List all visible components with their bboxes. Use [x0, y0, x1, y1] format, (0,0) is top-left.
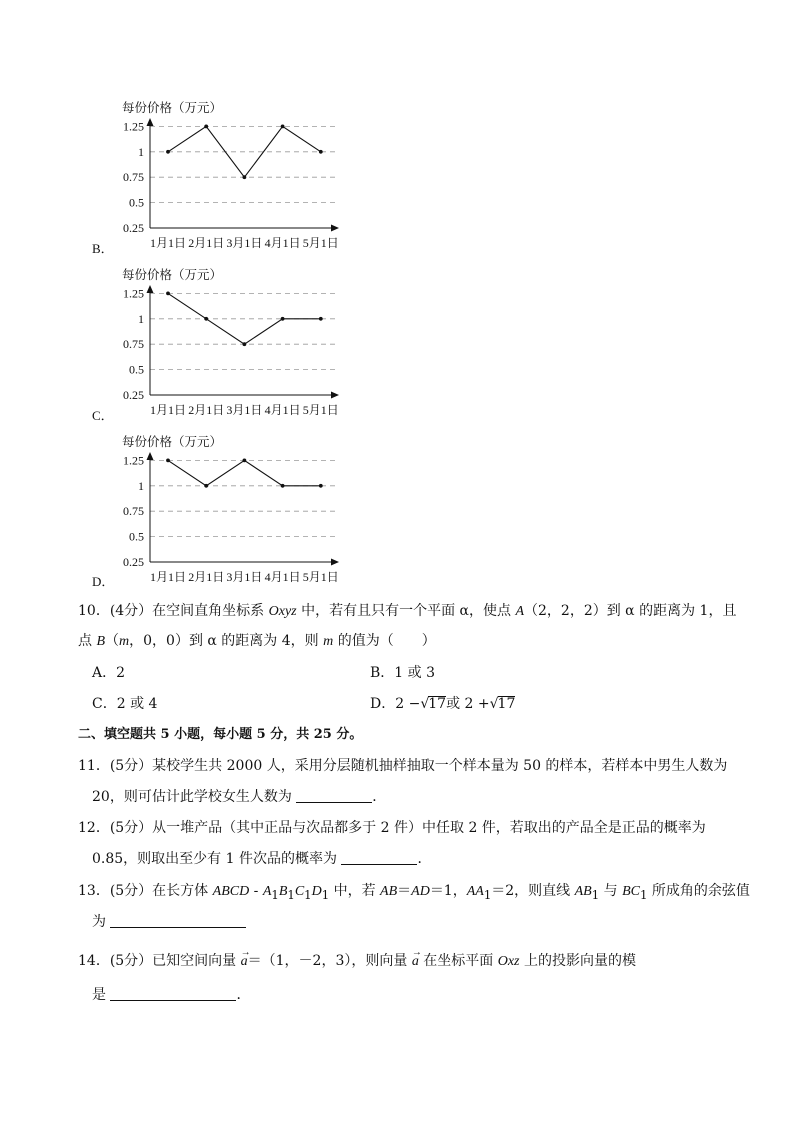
q13-math: ABCD	[212, 884, 250, 899]
data-point	[281, 484, 285, 488]
q13-text: 为	[92, 914, 106, 930]
q13-sub: 1	[271, 887, 279, 902]
q13-math: AA	[466, 884, 484, 899]
vector-arrow-icon: →	[240, 947, 251, 958]
q14-math: Oxz	[497, 954, 520, 969]
y-tick-label: 1	[138, 478, 144, 493]
y-tick-label: 0.25	[123, 555, 144, 569]
q10-oxyz: Oxyz	[268, 604, 297, 619]
q13-text: 13．(5分）在长方体	[78, 883, 213, 899]
x-tick-label: 1月1日	[149, 403, 187, 417]
x-tick-label: 3月1日	[226, 236, 263, 250]
q12-line1: 12．(5分）从一堆产品（其中正品与次品都多于 2 件）中任取 2 件，若取出的产品全是正品的概率为	[78, 820, 706, 836]
q12-end: ．	[417, 851, 432, 867]
x-tick-label: 4月1日	[264, 236, 301, 250]
y-tick-label: 0.75	[123, 170, 144, 185]
line-chart-c	[88, 263, 348, 423]
x-tick-label: 2月1日	[188, 570, 225, 584]
q14-text: ＝（1，－2，3），则向量	[247, 953, 412, 969]
q10-text: 中，若有且只有一个平面 α，使点	[296, 603, 516, 619]
x-axis-arrow-icon	[331, 559, 339, 566]
q13-math: AB	[380, 884, 398, 899]
section-heading: 二、填空题共 5 小题，每小题 5 分，共 25 分。	[78, 727, 363, 742]
y-tick-label: 1.25	[123, 453, 144, 468]
x-tick-label: 5月1日	[302, 236, 339, 250]
data-point	[166, 150, 170, 154]
answer-blank[interactable]	[110, 913, 246, 928]
y-axis-arrow-icon	[147, 452, 154, 460]
q13-text: ＝2，则直线	[491, 883, 575, 899]
y-tick-label: 1	[138, 144, 144, 159]
q14-text: 14．(5分）已知空间向量	[78, 953, 241, 969]
q13-math: A	[262, 884, 272, 899]
vector-a	[411, 947, 422, 972]
q13-text: 所成角的余弦值	[647, 883, 750, 899]
q12-text: 0.85，则取出至少有 1 件次品的概率为	[92, 851, 337, 867]
q10-d-radicand: 17	[497, 696, 516, 712]
x-tick-label: 4月1日	[264, 570, 301, 584]
data-point	[319, 484, 323, 488]
y-axis-label: 每份价格（万元）	[122, 268, 223, 282]
x-tick-label: 3月1日	[226, 570, 263, 584]
q11-line1: 11．(5分）某校学生共 2000 人，采用分层随机抽样抽取一个样本量为 50 的样本，若样本中男生人数为	[78, 758, 728, 774]
q10-text: ，0，0）到 α 的距离为 4，则	[129, 633, 324, 649]
answer-blank[interactable]	[110, 986, 236, 1001]
data-point	[204, 317, 208, 321]
q13-math: D	[311, 884, 322, 899]
q10-m: m	[323, 634, 334, 649]
q13-sub: 1	[483, 887, 492, 902]
q10-text: 的值为（ ）	[333, 633, 436, 649]
y-tick-label: 0.5	[129, 195, 144, 210]
q13-text: ＝	[397, 883, 412, 899]
answer-blank[interactable]	[341, 850, 417, 865]
x-tick-label: 5月1日	[302, 403, 339, 417]
q13-sub: 1	[304, 887, 312, 902]
q11-line2	[92, 787, 386, 807]
y-tick-label: 1.25	[123, 286, 144, 301]
option-label-d: D．	[92, 574, 115, 589]
q10-option-d: D．2 −√17或 2 +√17	[370, 696, 516, 712]
y-tick-label: 0.75	[123, 337, 144, 352]
q13-sub: 1	[321, 887, 330, 902]
q13-line2	[92, 912, 246, 932]
y-tick-label: 0.25	[123, 388, 144, 402]
vector-letter: a	[240, 954, 248, 969]
q10-point-a: A	[515, 604, 525, 619]
x-tick-label: 3月1日	[226, 403, 263, 417]
q13-text: -	[249, 883, 263, 899]
q13-math: C	[294, 884, 305, 899]
q10-text: （	[105, 633, 120, 649]
q13-text: 中，若	[329, 883, 381, 899]
q13-line1	[78, 881, 750, 905]
q13-sub: 1	[591, 887, 600, 902]
q12-line2	[92, 849, 431, 869]
data-point	[281, 125, 285, 129]
q10-option-c: C．2 或 4	[92, 696, 158, 712]
q10-option-a: A．2	[92, 665, 126, 681]
data-point	[166, 459, 170, 463]
x-axis-arrow-icon	[331, 392, 339, 399]
q10-point-b: B	[96, 634, 106, 649]
x-tick-label: 2月1日	[188, 403, 225, 417]
data-point	[243, 175, 247, 179]
q10-d-radicand: 17	[428, 696, 447, 712]
chart-option-c	[88, 263, 348, 423]
vector-a	[240, 947, 251, 972]
x-axis-arrow-icon	[331, 225, 339, 232]
y-tick-label: 1	[138, 311, 144, 326]
q14-text: 在坐标平面	[418, 953, 498, 969]
q14-end: ．	[236, 987, 251, 1003]
q13-text: 与	[599, 883, 623, 899]
data-point	[204, 484, 208, 488]
line-chart-d	[88, 430, 348, 590]
q13-math: AB	[574, 884, 592, 899]
option-label-c: C．	[92, 408, 114, 423]
q10-text: （2，2，2）到 α 的距离为 1，且	[524, 603, 737, 619]
q13-math: BC	[622, 884, 640, 899]
data-point	[243, 342, 247, 346]
q10-text: 点	[78, 633, 97, 649]
y-axis-label: 每份价格（万元）	[122, 435, 223, 449]
q13-math: AD	[411, 884, 430, 899]
x-tick-label: 2月1日	[188, 236, 225, 250]
y-tick-label: 0.5	[129, 362, 144, 377]
y-axis-label: 每份价格（万元）	[122, 101, 223, 115]
y-axis-arrow-icon	[147, 285, 154, 293]
y-tick-label: 1.25	[123, 119, 144, 134]
y-tick-label: 0.75	[123, 504, 144, 519]
data-point	[243, 459, 247, 463]
q14-line1	[78, 947, 636, 972]
data-point	[281, 317, 285, 321]
q13-sub: 1	[639, 887, 648, 902]
x-tick-label: 4月1日	[264, 403, 301, 417]
q11-text: 20，则可估计此学校女生人数为	[92, 789, 292, 805]
q10-line2	[78, 631, 436, 652]
q10-line1	[78, 601, 736, 622]
q10-option-b: B．1 或 3	[370, 665, 436, 681]
chart-option-b	[88, 96, 348, 256]
q10-d-text: 或 2 +	[446, 696, 490, 712]
q13-sub: 1	[287, 887, 295, 902]
option-label-b: B．	[92, 241, 114, 256]
y-tick-label: 0.25	[123, 221, 144, 235]
q13-math: B	[278, 884, 288, 899]
line-chart-b	[88, 96, 348, 256]
q13-text: ＝1，	[429, 883, 467, 899]
x-tick-label: 1月1日	[149, 236, 187, 250]
q14-text: 是	[92, 987, 106, 1003]
data-point	[319, 317, 323, 321]
y-tick-label: 0.5	[129, 529, 144, 544]
q14-text: 上的投影向量的模	[519, 953, 636, 969]
data-point	[204, 125, 208, 129]
answer-blank[interactable]	[296, 788, 372, 803]
data-point	[166, 292, 170, 296]
series-line	[168, 460, 321, 485]
q10-m: m	[119, 634, 130, 649]
x-tick-label: 1月1日	[149, 570, 187, 584]
y-axis-arrow-icon	[147, 118, 154, 126]
vector-letter: a	[411, 954, 419, 969]
q11-end: ．	[372, 789, 387, 805]
data-point	[319, 150, 323, 154]
q10-d-text: D．2 −	[370, 696, 421, 712]
q14-line2	[92, 985, 250, 1005]
vector-arrow-icon: →	[411, 947, 422, 958]
x-tick-label: 5月1日	[302, 570, 339, 584]
q10-text: 10．(4分）在空间直角坐标系	[78, 603, 269, 619]
chart-option-d	[88, 430, 348, 590]
